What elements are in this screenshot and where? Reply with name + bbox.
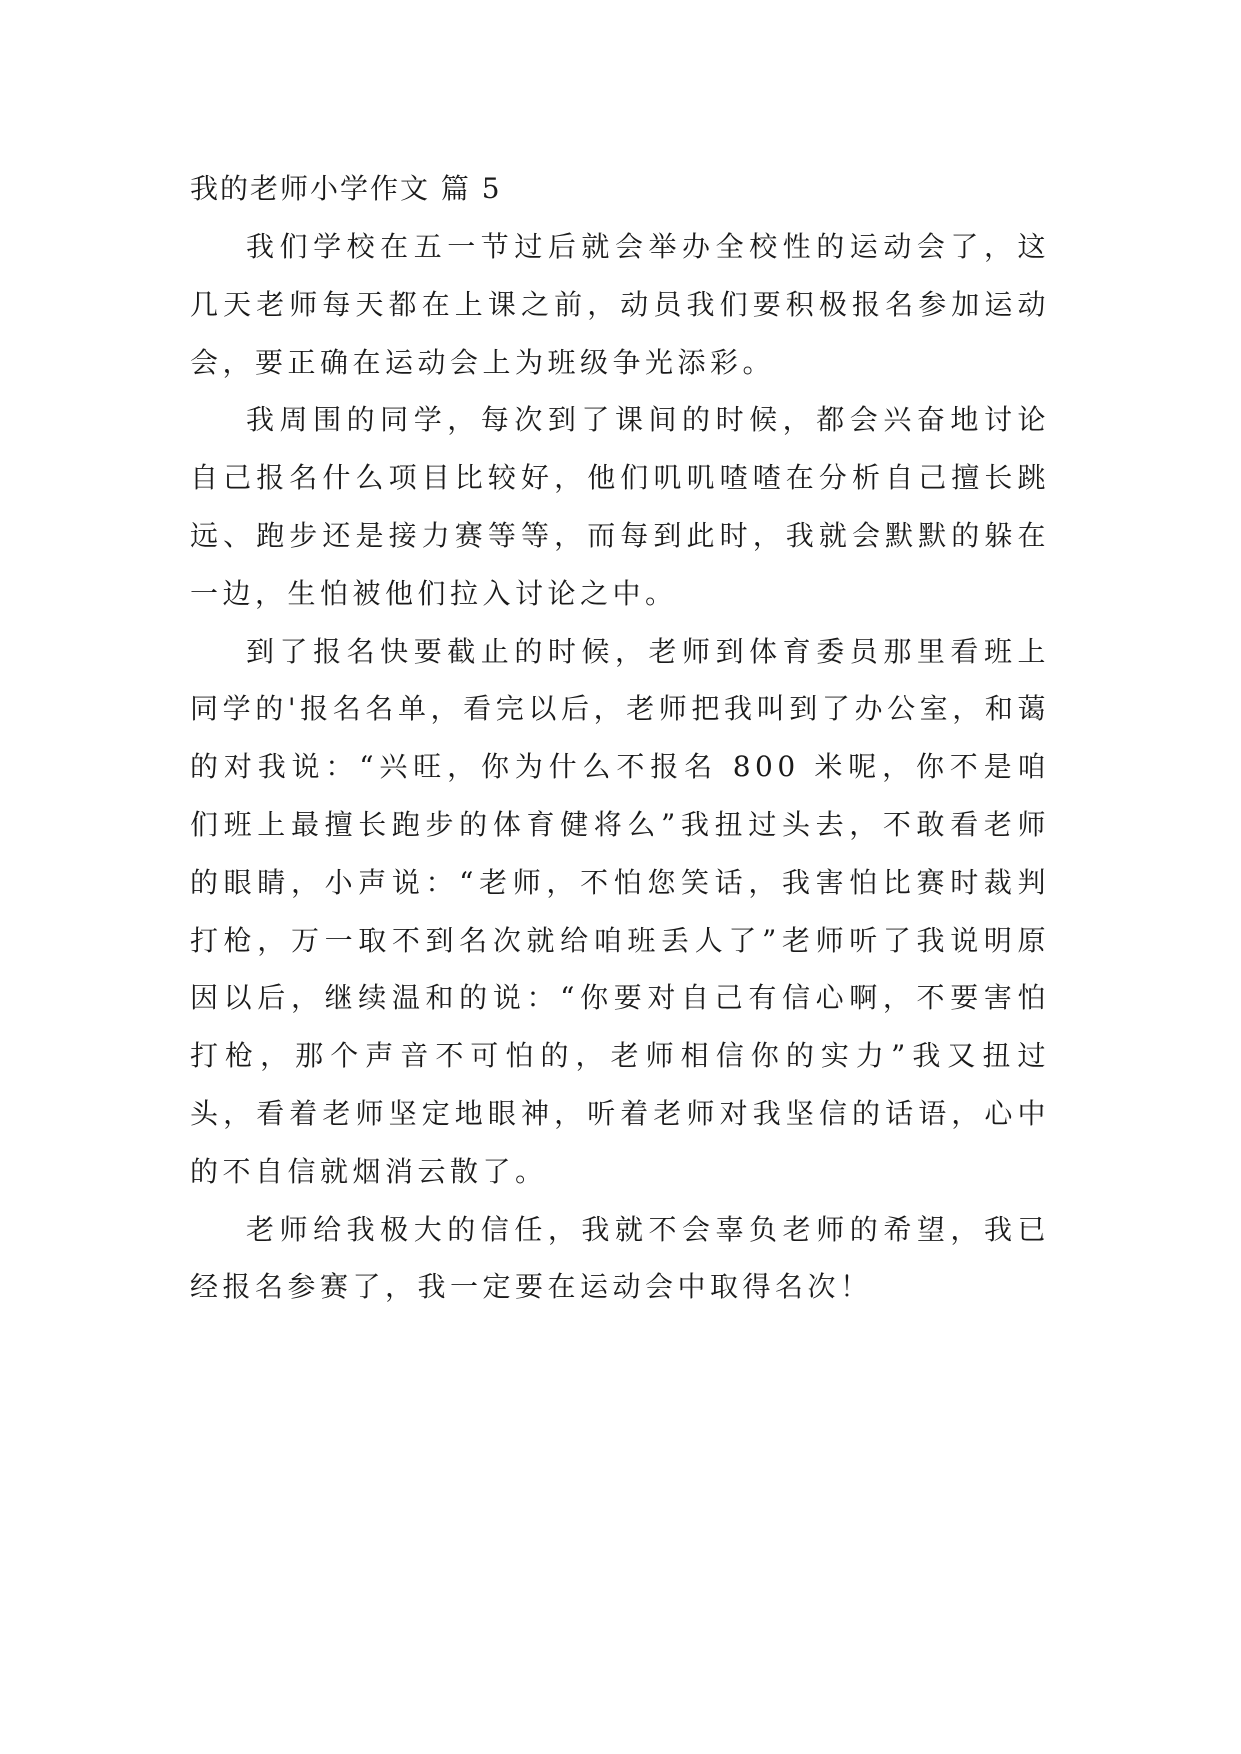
- document-title: 我的老师小学作文 篇 5: [190, 172, 502, 205]
- paragraph-1: 我们学校在五一节过后就会举办全校性的运动会了，这几天老师每天都在上课之前，动员我们要积极报名参加运动会，要正确在运动会上为班级争光添彩。: [190, 230, 1050, 379]
- document-page: [190, 160, 1050, 1316]
- paragraph-3: 到了报名快要截止的时候，老师到体育委员那里看班上同学的'报名名单，看完以后，老师把我叫到了办公室，和蔼的对我说：“兴旺，你为什么不报名 800 米呢，你不是咱们班上最擅长跑步的体育健将么”我扭过头去，不敢看老师的眼睛，小声说：“老师，不怕您笑话，我害怕比赛时裁判打枪，万一取不到名次就给咱班丢人了”老师听了我说明原因以后，继续温和的说：“你要对自己有信心啊，不要害怕打枪，那个声音不可怕的，老师相信你的实力”我又扭过头，看着老师坚定地眼神，听着老师对我坚信的话语，心中的不自信就烟消云散了。: [190, 634, 1050, 1188]
- paragraph-4: 老师给我极大的信任，我就不会辜负老师的希望，我已经报名参赛了，我一定要在运动会中取得名次！: [190, 1212, 1050, 1304]
- paragraph-2: 我周围的同学，每次到了课间的时候，都会兴奋地讨论自己报名什么项目比较好，他们叽叽喳喳在分析自己擅长跳远、跑步还是接力赛等等，而每到此时，我就会默默的躲在一边，生怕被他们拉入讨论之中。: [190, 403, 1050, 610]
